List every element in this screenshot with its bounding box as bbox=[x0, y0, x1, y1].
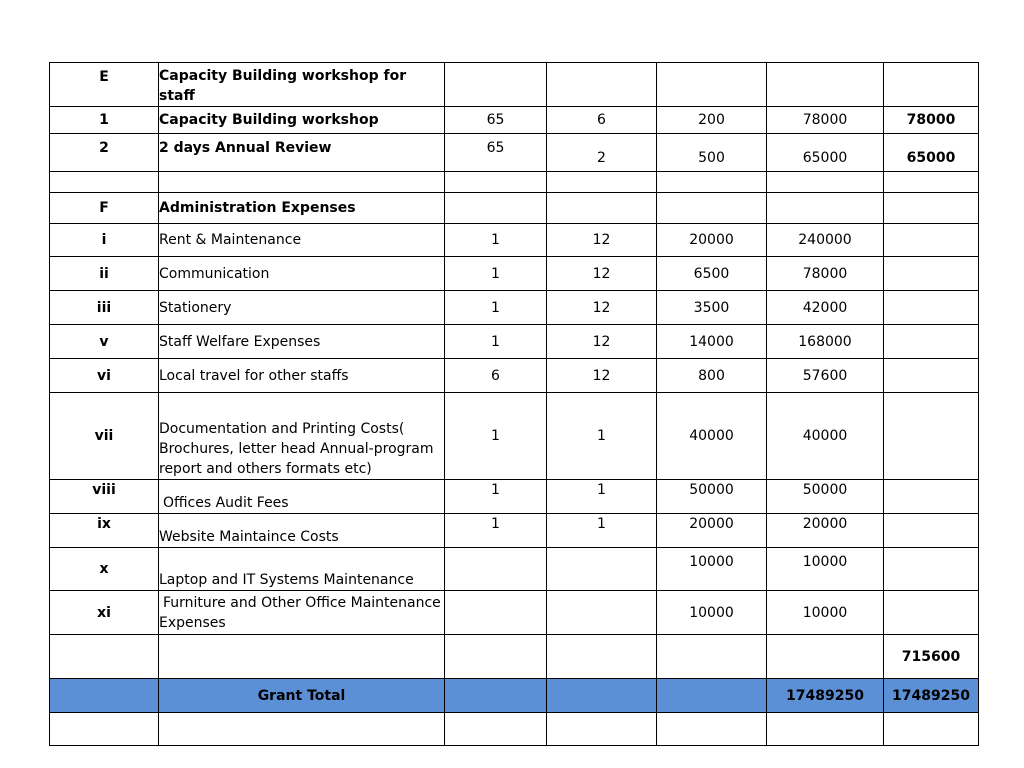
qty-cell: 1 bbox=[445, 291, 547, 325]
desc-line: Brochures, letter head Annual-program bbox=[159, 441, 434, 457]
table-row bbox=[50, 134, 979, 172]
table-row bbox=[50, 63, 979, 107]
units-cell: 12 bbox=[547, 224, 657, 257]
table-row bbox=[50, 291, 979, 325]
rate-cell: 3500 bbox=[657, 291, 767, 325]
table-row bbox=[50, 514, 979, 548]
table-row bbox=[50, 325, 979, 359]
rate-cell: 10000 bbox=[657, 548, 767, 591]
rate-cell: 14000 bbox=[657, 325, 767, 359]
table-row bbox=[50, 713, 979, 746]
units-cell: 12 bbox=[547, 257, 657, 291]
total-cell: 78000 bbox=[884, 107, 979, 134]
desc-line: Documentation and Printing Costs( bbox=[159, 421, 405, 437]
desc-cell: Staff Welfare Expenses bbox=[159, 325, 445, 359]
rate-cell: 40000 bbox=[657, 393, 767, 480]
qty-cell: 6 bbox=[445, 359, 547, 393]
amount-cell: 10000 bbox=[767, 548, 884, 591]
rate-cell: 6500 bbox=[657, 257, 767, 291]
table-row bbox=[50, 548, 979, 591]
empty-cell bbox=[657, 63, 767, 107]
qty-cell: 65 bbox=[445, 134, 547, 172]
desc-cell: Website Maintaince Costs bbox=[159, 514, 445, 548]
rate-cell: 800 bbox=[657, 359, 767, 393]
sno-cell: viii bbox=[50, 480, 159, 514]
desc-cell: Stationery bbox=[159, 291, 445, 325]
units-cell: 12 bbox=[547, 359, 657, 393]
desc-cell: Local travel for other staffs bbox=[159, 359, 445, 393]
desc-cell: Administration Expenses bbox=[159, 193, 445, 224]
table-row bbox=[50, 591, 979, 635]
sno-cell: iii bbox=[50, 291, 159, 325]
amount-cell: 78000 bbox=[767, 257, 884, 291]
rate-cell: 10000 bbox=[657, 591, 767, 635]
grand-total-row bbox=[50, 679, 979, 713]
amount-cell: 42000 bbox=[767, 291, 884, 325]
table-row bbox=[50, 480, 979, 514]
total-cell: 65000 bbox=[884, 134, 979, 172]
amount-cell: 57600 bbox=[767, 359, 884, 393]
table-row bbox=[50, 257, 979, 291]
sno-cell: 2 bbox=[50, 134, 159, 172]
units-cell: 12 bbox=[547, 291, 657, 325]
table-row bbox=[50, 224, 979, 257]
sno-cell: vi bbox=[50, 359, 159, 393]
grand-total-amount: 17489250 bbox=[767, 679, 884, 713]
units-cell: 12 bbox=[547, 325, 657, 359]
qty-cell: 1 bbox=[445, 224, 547, 257]
amount-cell: 40000 bbox=[767, 393, 884, 480]
units-cell: 2 bbox=[547, 134, 657, 172]
empty-cell bbox=[767, 63, 884, 107]
rate-cell: 500 bbox=[657, 134, 767, 172]
qty-cell: 1 bbox=[445, 393, 547, 480]
desc-cell bbox=[159, 591, 445, 635]
desc-cell: Capacity Building workshop for staff bbox=[159, 63, 445, 107]
desc-line: report and others formats etc) bbox=[159, 461, 372, 477]
rate-cell: 50000 bbox=[657, 480, 767, 514]
sno-cell: 1 bbox=[50, 107, 159, 134]
qty-cell: 1 bbox=[445, 480, 547, 514]
table-row bbox=[50, 359, 979, 393]
qty-cell: 1 bbox=[445, 257, 547, 291]
empty-cell bbox=[884, 63, 979, 107]
empty-cell bbox=[445, 63, 547, 107]
qty-cell: 1 bbox=[445, 325, 547, 359]
budget-table bbox=[49, 62, 979, 746]
table-row bbox=[50, 172, 979, 193]
empty-cell bbox=[547, 63, 657, 107]
table-row bbox=[50, 107, 979, 134]
desc-line: Expenses bbox=[159, 614, 226, 631]
qty-cell: 65 bbox=[445, 107, 547, 134]
sno-cell: F bbox=[50, 193, 159, 224]
amount-cell: 50000 bbox=[767, 480, 884, 514]
desc-cell: Communication bbox=[159, 257, 445, 291]
rate-cell: 20000 bbox=[657, 514, 767, 548]
sno-cell: vii bbox=[50, 393, 159, 480]
amount-cell: 20000 bbox=[767, 514, 884, 548]
subtotal-cell: 715600 bbox=[884, 635, 979, 679]
units-cell: 6 bbox=[547, 107, 657, 134]
desc-cell: Laptop and IT Systems Maintenance bbox=[159, 548, 445, 591]
grand-total-label: Grant Total bbox=[159, 679, 445, 713]
table-row bbox=[50, 393, 979, 480]
amount-cell: 168000 bbox=[767, 325, 884, 359]
sno-cell: xi bbox=[50, 591, 159, 635]
desc-cell: 2 days Annual Review bbox=[159, 134, 445, 172]
amount-cell: 65000 bbox=[767, 134, 884, 172]
sno-cell: i bbox=[50, 224, 159, 257]
amount-cell: 240000 bbox=[767, 224, 884, 257]
qty-cell: 1 bbox=[445, 514, 547, 548]
grand-total-cell: 17489250 bbox=[884, 679, 979, 713]
desc-cell: Capacity Building workshop bbox=[159, 107, 445, 134]
desc-cell: Rent & Maintenance bbox=[159, 224, 445, 257]
sno-cell: x bbox=[50, 548, 159, 591]
sno-cell: v bbox=[50, 325, 159, 359]
units-cell: 1 bbox=[547, 393, 657, 480]
units-cell: 1 bbox=[547, 480, 657, 514]
desc-line: Furniture and Other Office Maintenance bbox=[163, 594, 441, 611]
desc-cell: Offices Audit Fees bbox=[159, 480, 445, 514]
table-row bbox=[50, 193, 979, 224]
sno-cell: ii bbox=[50, 257, 159, 291]
sno-cell: ix bbox=[50, 514, 159, 548]
amount-cell: 78000 bbox=[767, 107, 884, 134]
units-cell: 1 bbox=[547, 514, 657, 548]
subtotal-row bbox=[50, 635, 979, 679]
sno-cell: E bbox=[50, 63, 159, 107]
rate-cell: 20000 bbox=[657, 224, 767, 257]
amount-cell: 10000 bbox=[767, 591, 884, 635]
desc-cell bbox=[159, 393, 445, 480]
rate-cell: 200 bbox=[657, 107, 767, 134]
